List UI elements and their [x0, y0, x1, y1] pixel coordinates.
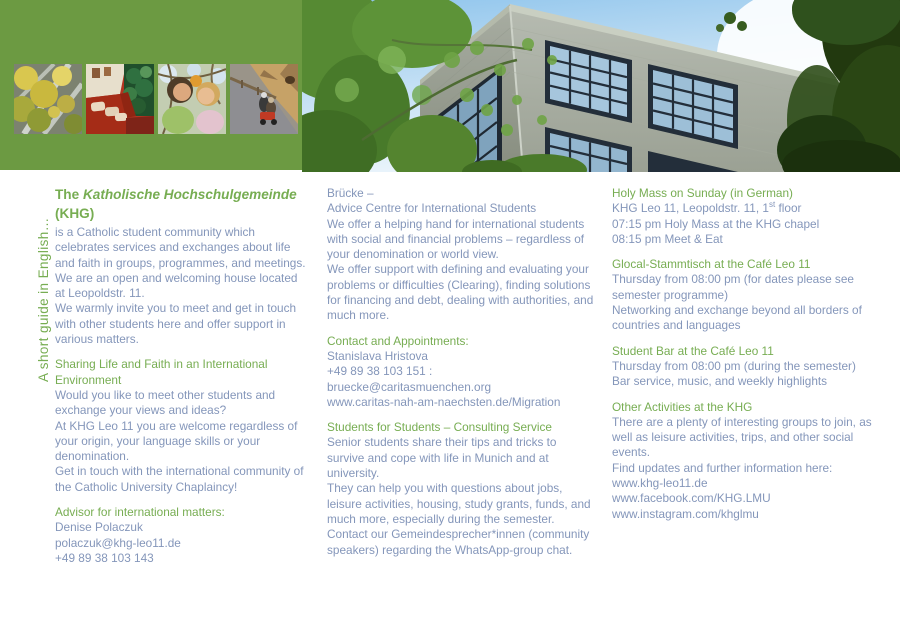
green-header-block	[0, 0, 302, 170]
mass-time-2: 08:15 pm Meet & Eat	[612, 231, 723, 246]
find-updates-line: Find updates and further information here:	[612, 460, 833, 475]
autumn-courtyard-image	[14, 64, 82, 134]
bruecke-contact-phone: +49 89 38 103 151 :	[327, 364, 433, 379]
subheading-holy-mass: Holy Mass on Sunday (in German)	[612, 186, 793, 200]
subheading-advisor: Advisor for international matters:	[55, 505, 225, 520]
bruecke-contact-name: Stanislava Hristova	[327, 348, 428, 363]
bruecke-heading-line2: Advice Centre for International Students	[327, 201, 537, 216]
khg-building-image	[302, 0, 900, 172]
scooter-excursion-image	[230, 64, 298, 134]
photo-strip	[14, 64, 298, 134]
bruecke-contact-website-link[interactable]: www.caritas-nah-am-naechsten.de/Migration	[327, 394, 561, 409]
heading-abbreviation: (KHG)	[55, 205, 95, 221]
khg-website-link[interactable]: www.khg-leo11.de	[612, 476, 708, 491]
students-paragraph-1: Senior students share their tips and tricks to survive and cope with life in Munich and at university.	[327, 435, 557, 481]
vertical-tagline: A short guide in English…	[36, 217, 51, 382]
stammtisch-time: Thursday from 08:00 pm (for dates please see semester programme)	[612, 272, 854, 302]
advisor-name: Denise Polaczuk	[55, 520, 143, 535]
subheading-student-bar: Student Bar at the Café Leo 11	[612, 343, 774, 358]
main-heading	[55, 186, 307, 223]
bruecke-contact-email-link[interactable]: bruecke@caritasmuenchen.org	[327, 379, 492, 394]
khg-address-line	[612, 201, 884, 216]
sharing-paragraph-3: Get in touch with the international community of the Catholic University Chaplaincy!	[55, 464, 304, 494]
subheading-contact-appointments: Contact and Appointments:	[327, 333, 469, 348]
cafe-interior-image	[86, 64, 154, 134]
building-photo	[302, 0, 900, 172]
sharing-paragraph-1: Would you like to meet other students and exchange your views and ideas?	[55, 387, 276, 418]
khg-instagram-link[interactable]: www.instagram.com/khglmu	[612, 506, 759, 521]
address-ordinal-suffix: st	[768, 200, 776, 210]
photo-scooter-excursion	[230, 64, 298, 134]
column-advice-centre	[327, 186, 594, 558]
photo-autumn-courtyard	[14, 64, 82, 134]
about-paragraph-1: is a Catholic student community which celebrates services and exchanges about life and faith in groups, programmes, and meetings.	[55, 225, 306, 270]
khg-facebook-link[interactable]: www.facebook.com/KHG.LMU	[612, 491, 771, 506]
about-paragraph-2: We are an open and welcoming house located at Leopoldstr. 11.	[55, 270, 298, 301]
column-about-khg	[55, 186, 307, 566]
advisor-phone: +49 89 38 103 143	[55, 550, 154, 565]
mass-time-1: 07:15 pm Holy Mass at the KHG chapel	[612, 216, 820, 231]
address-pre: KHG Leo 11, Leopoldstr. 11, 1	[612, 201, 769, 216]
student-bar-description: Bar service, music, and weekly highlights	[612, 374, 828, 389]
students-paragraph-2: They can help you with questions about jobs, leisure activities, housing, study grants, funds, and much more, especially during the semester.	[327, 481, 591, 526]
about-paragraph-3: We warmly invite you to meet and get in touch with other students here and offer support in various matters.	[55, 301, 297, 347]
sharing-paragraph-2: At KHG Leo 11 you are welcome regardless of your origin, your language skills or your denomination.	[55, 418, 298, 464]
subheading-sharing-life: Sharing Life and Faith in an International Environment	[55, 357, 268, 387]
photo-students-smiling	[158, 64, 226, 134]
heading-pre: The	[55, 187, 83, 202]
subheading-other-activities: Other Activities at the KHG	[612, 399, 753, 414]
bruecke-heading-line1: Brücke –	[327, 186, 374, 200]
student-bar-time: Thursday from 08:00 pm (during the semester)	[612, 358, 856, 373]
bruecke-paragraph-1: We offer a helping hand for international students with social and financial problems – regardless of your denomination or world view.	[327, 216, 585, 262]
subheading-students-for-students: Students for Students – Consulting Service	[327, 420, 552, 435]
column-events-activities	[612, 186, 884, 522]
students-smiling-image	[158, 64, 226, 134]
students-paragraph-3: Contact our Gemeindesprecher*innen (community speakers) regarding the WhatsApp-group chat.	[327, 527, 590, 557]
address-post: floor	[775, 201, 802, 216]
bruecke-paragraph-2: We offer support with defining and evaluating your problems or difficulties (Clearing), finding solutions for financing and debt, dealing with authorities, and much more.	[327, 262, 594, 323]
advisor-email-link[interactable]: polaczuk@khg-leo11.de	[55, 535, 181, 550]
stammtisch-description: Networking and exchange beyond all borders of countries and languages	[612, 303, 862, 333]
heading-organization-name: Katholische Hochschulgemeinde	[82, 187, 297, 202]
other-activities-paragraph: There are a plenty of interesting groups to join, as well as leisure activities, trips, and other social events.	[612, 414, 872, 460]
subheading-glocal-stammtisch: Glocal-Stammtisch at the Café Leo 11	[612, 257, 811, 272]
photo-cafe-interior	[86, 64, 154, 134]
